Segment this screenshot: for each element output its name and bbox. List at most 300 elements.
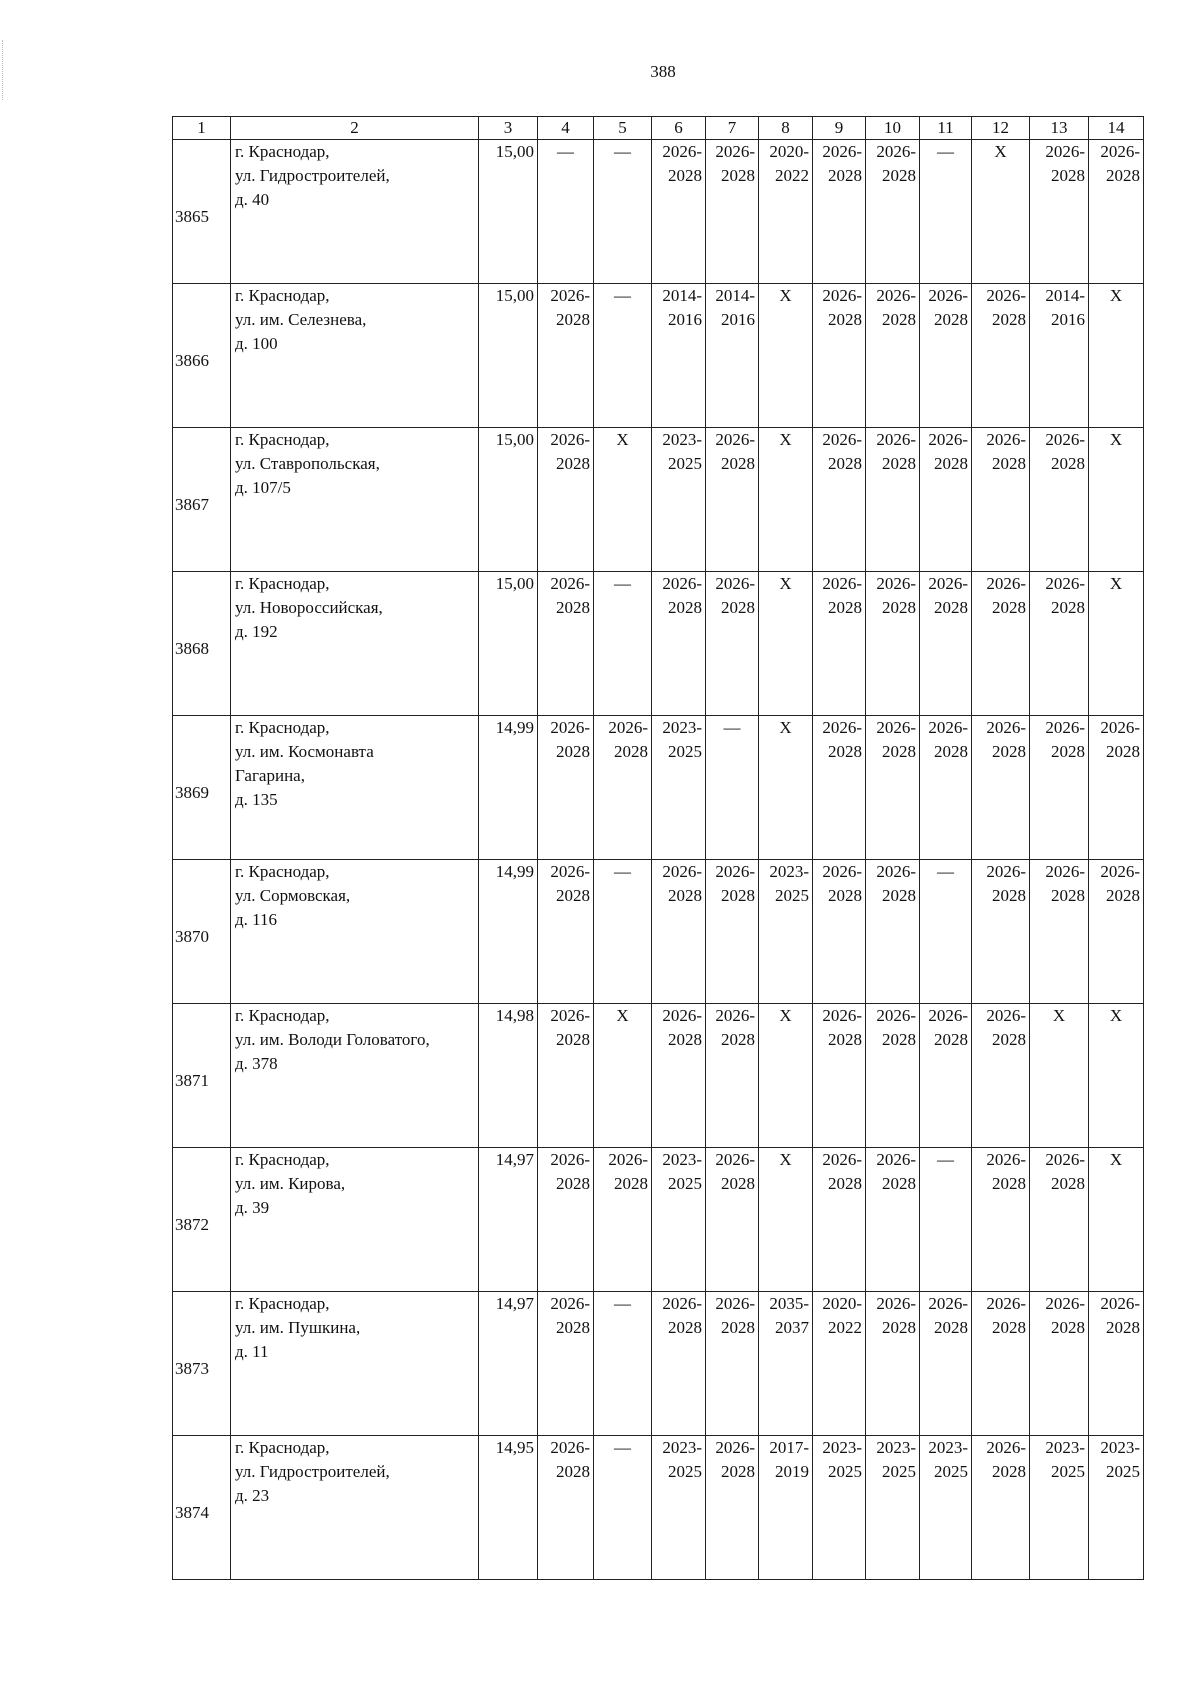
- term-line: 2026-: [1045, 718, 1085, 737]
- term-line: Х: [1109, 286, 1123, 305]
- table-row: [173, 1436, 1144, 1580]
- term-line: 2028: [882, 886, 916, 905]
- address-line: ул. Гидростроителей,: [235, 166, 390, 185]
- term-cell: [759, 1148, 813, 1292]
- term-line: 2025: [1106, 1462, 1140, 1481]
- term-line: —: [614, 286, 631, 305]
- term-line: 2028: [882, 166, 916, 185]
- term-cell: [594, 860, 652, 1004]
- term-cell: [1089, 716, 1144, 860]
- term-cell: [972, 1436, 1030, 1580]
- term-line: —: [614, 574, 631, 593]
- term-line: 2026-: [715, 1294, 755, 1313]
- term-line: 2026-: [876, 1294, 916, 1313]
- area-cell: 15,00: [479, 428, 538, 572]
- term-line: 2028: [828, 742, 862, 761]
- term-cell: [866, 860, 920, 1004]
- row-number: 3871: [173, 1004, 231, 1148]
- term-line: 2028: [721, 1030, 755, 1049]
- term-line: 2026-: [608, 718, 648, 737]
- term-cell: [1089, 1436, 1144, 1580]
- table-row: [173, 1148, 1144, 1292]
- term-line: 2028: [1051, 454, 1085, 473]
- term-line: 2023-: [662, 718, 702, 737]
- term-line: 2017-: [769, 1438, 809, 1457]
- term-line: 2028: [556, 1462, 590, 1481]
- row-number: 3874: [173, 1436, 231, 1580]
- term-line: 2026-: [1100, 1294, 1140, 1313]
- address-cell: [231, 572, 479, 716]
- term-line: 2028: [721, 598, 755, 617]
- term-line: 2028: [1051, 166, 1085, 185]
- term-line: 2026-: [550, 1006, 590, 1025]
- term-line: 2023-: [662, 1150, 702, 1169]
- column-number-7: 7: [706, 117, 759, 140]
- term-cell: [706, 860, 759, 1004]
- term-line: Х: [1109, 430, 1123, 449]
- term-line: 2028: [556, 310, 590, 329]
- term-line: 2026-: [1045, 1150, 1085, 1169]
- term-cell: [759, 1292, 813, 1436]
- term-line: 2026-: [876, 574, 916, 593]
- term-line: 2028: [1106, 886, 1140, 905]
- term-cell: [920, 140, 972, 284]
- table-row: [173, 860, 1144, 1004]
- term-line: 2028: [828, 166, 862, 185]
- term-cell: [920, 716, 972, 860]
- address-line: г. Краснодар,: [235, 286, 330, 305]
- address-line: ул. им. Космонавта: [235, 742, 374, 761]
- term-line: 2025: [882, 1462, 916, 1481]
- term-cell: [1089, 1004, 1144, 1148]
- term-line: 2028: [828, 454, 862, 473]
- address-cell: [231, 140, 479, 284]
- term-cell: [538, 860, 594, 1004]
- address-line: ул. Новороссийская,: [235, 598, 383, 617]
- term-cell: [759, 284, 813, 428]
- term-line: 2026-: [876, 718, 916, 737]
- term-cell: [972, 1148, 1030, 1292]
- term-line: 2028: [556, 742, 590, 761]
- term-line: 2026-: [876, 286, 916, 305]
- term-line: —: [723, 718, 741, 737]
- address-line: д. 107/5: [235, 478, 291, 497]
- column-number-row: [173, 117, 1144, 140]
- term-cell: [652, 428, 706, 572]
- term-cell: [1030, 716, 1089, 860]
- row-number: 3869: [173, 716, 231, 860]
- term-cell: [759, 428, 813, 572]
- term-line: 2028: [668, 598, 702, 617]
- term-line: 2022: [828, 1318, 862, 1337]
- term-line: 2028: [882, 1030, 916, 1049]
- term-cell: [652, 572, 706, 716]
- column-number-12: 12: [972, 117, 1030, 140]
- term-cell: [1030, 572, 1089, 716]
- term-cell: [1030, 1436, 1089, 1580]
- term-line: —: [557, 142, 574, 161]
- term-line: 2028: [721, 1174, 755, 1193]
- address-cell: [231, 1148, 479, 1292]
- term-line: 2028: [934, 310, 968, 329]
- term-cell: [652, 716, 706, 860]
- term-cell: [706, 428, 759, 572]
- term-cell: [652, 1292, 706, 1436]
- term-cell: [759, 860, 813, 1004]
- term-line: —: [614, 862, 631, 881]
- term-cell: [813, 428, 866, 572]
- term-line: Х: [779, 1006, 792, 1025]
- term-line: 2028: [1051, 742, 1085, 761]
- term-line: 2020-: [822, 1294, 862, 1313]
- term-line: 2028: [992, 1030, 1026, 1049]
- term-cell: [972, 284, 1030, 428]
- term-line: Х: [1109, 1006, 1123, 1025]
- term-line: 2026-: [1045, 862, 1085, 881]
- term-line: 2026-: [822, 1150, 862, 1169]
- address-line: ул. им. Селезнева,: [235, 310, 367, 329]
- term-cell: [866, 716, 920, 860]
- term-line: 2026-: [928, 430, 968, 449]
- term-line: 2028: [828, 886, 862, 905]
- table-row: [173, 284, 1144, 428]
- term-cell: [706, 284, 759, 428]
- row-number: 3873: [173, 1292, 231, 1436]
- term-line: 2026-: [876, 430, 916, 449]
- column-number-2: 2: [231, 117, 479, 140]
- term-cell: [866, 1436, 920, 1580]
- term-line: 2035-: [769, 1294, 809, 1313]
- term-line: 2028: [828, 598, 862, 617]
- table-row: [173, 716, 1144, 860]
- term-line: 2026-: [822, 574, 862, 593]
- term-cell: [652, 140, 706, 284]
- term-line: 2026-: [550, 574, 590, 593]
- term-line: 2028: [1051, 1318, 1085, 1337]
- term-line: 2026-: [715, 1150, 755, 1169]
- address-cell: [231, 428, 479, 572]
- term-line: 2025: [934, 1462, 968, 1481]
- area-cell: 14,95: [479, 1436, 538, 1580]
- term-line: Х: [1109, 1150, 1123, 1169]
- term-line: 2026-: [550, 286, 590, 305]
- term-cell: [652, 284, 706, 428]
- term-cell: [972, 716, 1030, 860]
- term-line: 2025: [775, 886, 809, 905]
- term-line: 2028: [614, 1174, 648, 1193]
- address-line: г. Краснодар,: [235, 862, 330, 881]
- term-line: 2026-: [662, 1294, 702, 1313]
- term-line: 2028: [721, 886, 755, 905]
- column-number-10: 10: [866, 117, 920, 140]
- term-line: 2028: [992, 310, 1026, 329]
- term-line: 2023-: [1045, 1438, 1085, 1457]
- term-line: 2026-: [1045, 1294, 1085, 1313]
- term-line: 2028: [721, 166, 755, 185]
- term-line: 2023-: [662, 430, 702, 449]
- term-cell: [920, 428, 972, 572]
- term-line: 2026-: [822, 142, 862, 161]
- term-cell: [538, 428, 594, 572]
- term-line: 2028: [882, 1318, 916, 1337]
- term-line: 2026-: [550, 862, 590, 881]
- term-line: Х: [779, 286, 792, 305]
- term-cell: [920, 1004, 972, 1148]
- area-cell: 14,99: [479, 860, 538, 1004]
- term-cell: [594, 140, 652, 284]
- column-number-13: 13: [1030, 117, 1089, 140]
- term-line: 2028: [1051, 886, 1085, 905]
- term-cell: [652, 1436, 706, 1580]
- term-cell: [972, 1292, 1030, 1436]
- area-cell: 14,98: [479, 1004, 538, 1148]
- term-line: Х: [779, 1150, 792, 1169]
- term-line: 2026-: [1045, 430, 1085, 449]
- term-cell: [594, 1148, 652, 1292]
- term-cell: [866, 1148, 920, 1292]
- term-line: 2026-: [715, 574, 755, 593]
- column-number-5: 5: [594, 117, 652, 140]
- area-cell: 15,00: [479, 140, 538, 284]
- term-line: 2028: [721, 1318, 755, 1337]
- term-line: 2025: [668, 1462, 702, 1481]
- term-line: 2028: [556, 1174, 590, 1193]
- term-line: 2028: [668, 886, 702, 905]
- term-cell: [538, 716, 594, 860]
- term-line: 2026-: [715, 862, 755, 881]
- address-cell: [231, 860, 479, 1004]
- column-number-11: 11: [920, 117, 972, 140]
- term-line: 2028: [882, 454, 916, 473]
- term-line: 2028: [1106, 166, 1140, 185]
- address-line: д. 378: [235, 1054, 278, 1073]
- address-line: г. Краснодар,: [235, 430, 330, 449]
- term-line: 2026-: [550, 430, 590, 449]
- term-cell: [866, 428, 920, 572]
- address-line: г. Краснодар,: [235, 1438, 330, 1457]
- term-cell: [972, 1004, 1030, 1148]
- term-line: 2026-: [986, 718, 1026, 737]
- term-cell: [1030, 428, 1089, 572]
- term-cell: [1030, 1004, 1089, 1148]
- area-cell: 14,99: [479, 716, 538, 860]
- term-cell: [538, 1004, 594, 1148]
- term-cell: [538, 140, 594, 284]
- column-number-9: 9: [813, 117, 866, 140]
- row-number: 3872: [173, 1148, 231, 1292]
- term-line: Х: [994, 142, 1007, 161]
- table-row: [173, 572, 1144, 716]
- term-cell: [1089, 1292, 1144, 1436]
- term-line: 2026-: [986, 286, 1026, 305]
- term-line: 2028: [556, 1318, 590, 1337]
- address-line: д. 11: [235, 1342, 269, 1361]
- term-line: 2019: [775, 1462, 809, 1481]
- address-line: ул. им. Володи Головатого,: [235, 1030, 430, 1049]
- term-cell: [813, 1292, 866, 1436]
- row-number: 3866: [173, 284, 231, 428]
- term-line: 2014-: [662, 286, 702, 305]
- term-line: —: [614, 1294, 631, 1313]
- term-cell: [1089, 860, 1144, 1004]
- term-cell: [759, 1004, 813, 1148]
- term-line: 2026-: [550, 1150, 590, 1169]
- term-line: 2028: [992, 742, 1026, 761]
- page-number: 388: [650, 62, 676, 81]
- term-cell: [759, 1436, 813, 1580]
- term-cell: [1089, 428, 1144, 572]
- address-line: Гагарина,: [235, 766, 305, 785]
- term-cell: [538, 1148, 594, 1292]
- term-line: 2026-: [662, 574, 702, 593]
- term-cell: [920, 572, 972, 716]
- term-cell: [972, 572, 1030, 716]
- term-line: 2023-: [769, 862, 809, 881]
- term-line: 2028: [721, 1462, 755, 1481]
- term-cell: [1089, 140, 1144, 284]
- term-cell: [920, 284, 972, 428]
- table-row: [173, 140, 1144, 284]
- term-cell: [706, 140, 759, 284]
- term-line: 2016: [721, 310, 755, 329]
- address-line: г. Краснодар,: [235, 1294, 330, 1313]
- term-line: 2026-: [876, 1150, 916, 1169]
- term-line: 2026-: [928, 286, 968, 305]
- term-cell: [920, 1292, 972, 1436]
- term-line: 2026-: [822, 862, 862, 881]
- term-cell: [813, 860, 866, 1004]
- term-line: 2026-: [986, 430, 1026, 449]
- term-line: 2028: [882, 742, 916, 761]
- term-line: 2026-: [1100, 142, 1140, 161]
- term-line: 2028: [556, 1030, 590, 1049]
- term-cell: [1089, 284, 1144, 428]
- term-line: 2026-: [876, 142, 916, 161]
- area-cell: 14,97: [479, 1148, 538, 1292]
- address-line: д. 192: [235, 622, 278, 641]
- term-line: 2028: [1106, 1318, 1140, 1337]
- term-line: 2028: [556, 598, 590, 617]
- term-line: 2016: [668, 310, 702, 329]
- term-line: 2022: [775, 166, 809, 185]
- term-line: 2026-: [986, 1294, 1026, 1313]
- term-line: 2026-: [928, 1294, 968, 1313]
- term-line: 2026-: [550, 1438, 590, 1457]
- term-cell: [866, 284, 920, 428]
- row-number: 3865: [173, 140, 231, 284]
- term-line: 2028: [934, 454, 968, 473]
- term-line: 2028: [992, 1462, 1026, 1481]
- term-line: 2028: [882, 310, 916, 329]
- term-line: 2026-: [662, 1006, 702, 1025]
- term-line: 2014-: [715, 286, 755, 305]
- term-line: 2026-: [550, 718, 590, 737]
- term-line: 2028: [934, 598, 968, 617]
- term-line: 2028: [882, 1174, 916, 1193]
- column-number-8: 8: [759, 117, 813, 140]
- address-line: ул. Сормовская,: [235, 886, 351, 905]
- address-line: д. 135: [235, 790, 278, 809]
- address-line: д. 116: [235, 910, 278, 929]
- term-cell: [813, 1148, 866, 1292]
- area-cell: 15,00: [479, 572, 538, 716]
- address-cell: [231, 284, 479, 428]
- term-line: Х: [779, 430, 792, 449]
- table-row: [173, 1004, 1144, 1148]
- term-line: 2028: [992, 1318, 1026, 1337]
- term-cell: [594, 716, 652, 860]
- term-line: 2026-: [986, 1438, 1026, 1457]
- area-cell: 15,00: [479, 284, 538, 428]
- term-cell: [706, 1004, 759, 1148]
- address-line: ул. им. Пушкина,: [235, 1318, 361, 1337]
- term-line: 2016: [1051, 310, 1085, 329]
- term-cell: [1089, 572, 1144, 716]
- term-cell: [1030, 860, 1089, 1004]
- term-line: 2028: [992, 886, 1026, 905]
- term-line: 2028: [992, 454, 1026, 473]
- address-line: д. 23: [235, 1486, 270, 1505]
- term-line: 2023-: [822, 1438, 862, 1457]
- term-line: —: [614, 1438, 631, 1457]
- table-row: [173, 1292, 1144, 1436]
- term-cell: [594, 1292, 652, 1436]
- term-line: 2023-: [928, 1438, 968, 1457]
- term-line: 2028: [1051, 1174, 1085, 1193]
- term-cell: [706, 716, 759, 860]
- term-line: 2023-: [1100, 1438, 1140, 1457]
- term-line: 2020-: [769, 142, 809, 161]
- term-line: 2026-: [822, 718, 862, 737]
- term-cell: [813, 284, 866, 428]
- term-cell: [706, 1436, 759, 1580]
- area-cell: 14,97: [479, 1292, 538, 1436]
- term-line: 2026-: [822, 286, 862, 305]
- term-line: 2026-: [822, 430, 862, 449]
- term-line: Х: [779, 574, 792, 593]
- term-line: 2026-: [876, 1006, 916, 1025]
- term-cell: [920, 1436, 972, 1580]
- term-line: 2025: [668, 454, 702, 473]
- term-cell: [594, 572, 652, 716]
- term-cell: [1030, 1148, 1089, 1292]
- column-number-4: 4: [538, 117, 594, 140]
- term-line: —: [937, 862, 954, 881]
- term-line: Х: [616, 430, 629, 449]
- address-cell: [231, 1436, 479, 1580]
- address-cell: [231, 1004, 479, 1148]
- column-number-3: 3: [479, 117, 538, 140]
- address-line: ул. Гидростроителей,: [235, 1462, 390, 1481]
- term-line: 2026-: [986, 1150, 1026, 1169]
- address-line: д. 39: [235, 1198, 270, 1217]
- term-line: 2026-: [1045, 574, 1085, 593]
- term-cell: [813, 140, 866, 284]
- term-line: 2028: [668, 166, 702, 185]
- term-line: 2028: [934, 742, 968, 761]
- register-table: [172, 116, 1144, 1580]
- term-line: 2023-: [662, 1438, 702, 1457]
- term-line: Х: [616, 1006, 629, 1025]
- term-line: Х: [1109, 574, 1123, 593]
- term-cell: [813, 1436, 866, 1580]
- column-number-14: 14: [1089, 117, 1144, 140]
- term-cell: [813, 572, 866, 716]
- column-number-6: 6: [652, 117, 706, 140]
- term-line: 2028: [1106, 742, 1140, 761]
- term-line: 2028: [668, 1318, 702, 1337]
- term-cell: [866, 1292, 920, 1436]
